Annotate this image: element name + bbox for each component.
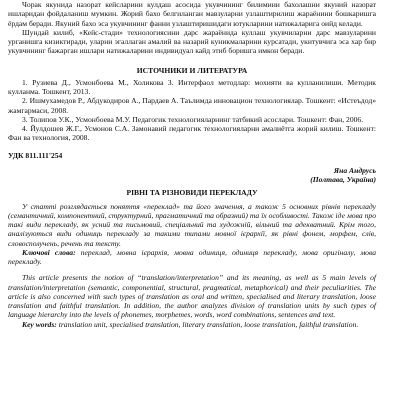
spacer <box>8 266 376 273</box>
reference-item-3: 3. Толипов У.К., Усмонбоева М.У. Педагогик технологияларнинг татбикий асослари. Тошкент: Фан, 2006. <box>22 114 364 124</box>
udk-code: УДК 811.111'254 <box>8 150 63 160</box>
keywords-english-text: translation unit, specialised translation, literary translation, loose translation, faithful translation. <box>58 319 359 329</box>
keywords-ukrainian-text: переклад, мовна ієрархія, мовна одиниця, одиниця перекладу, мова оригіналу, мова перекладу. <box>8 247 377 266</box>
keywords-english-label: Key words: <box>22 319 57 329</box>
intro-paragraph-1: Чорак якунида назорат кейсларини кулдаш асосида укувчининг билимини бахолашни якуний назорат ишларидан фойдаланиш мумкин. Жорий бахо белгиланган мавзуларни узлаштирилиш жараёнини бошкаришга ёрдам беради. Якуний бахо эса укувчининг фанни узлаштиришидаги ютукларини натижаларига оийд келади. <box>8 0 376 28</box>
article-title: РІВНІ ТА РІЗНОВИДИ ПЕРЕКЛАДУ <box>126 188 258 198</box>
author-name: Яна Андрусь <box>333 165 376 175</box>
abstract-english: This article presents the notion of “translation/interpretation” and its meaning, as well as 5 main levels of translation/interpretation (semantic, componential, structural, pragmatical, metaphorical) and their peculiarities. The article is also concerned with such types of translation as oral and written, specialised and literary translation, loose translation and faithful translation. In addition, the author analyzes division of translation units by such types of language hierarchy into the levels of phonemes, morphemes, words, word combinations, sentences and text. <box>8 273 376 320</box>
reference-item-4: 4. Йулдошев Ж.Г., Усмонов С.А. Замонавий педагогик технологияларни амалиётга жорий килиш. Тошкент: Фан ва технология, 2008. <box>8 124 376 143</box>
keywords-ukrainian <box>8 248 376 267</box>
abstract-ukrainian: У статті розглядається поняття «переклад» та його значення, а також 5 основних рівнів перекладу (семантичний, компонентний, структурний, прагматичний та образний) та їх особливості. Також іде мова про такі види перекладу, як усний та письмовий, спеціальний та художній, вільний та адекватний. Крім того, аналізуються види одиниць перекладу за такими типами мовної ієрархії, як рівні фонем, морфем, слів, словосполучень, речень та тексту. <box>8 201 376 248</box>
keywords-english <box>8 320 376 329</box>
author-affiliation: (Полтава, Україна) <box>310 175 376 184</box>
references-list <box>8 78 376 143</box>
references-heading: ИСТОЧНИКИ И ЛИТЕРАТУРА <box>136 65 248 75</box>
keywords-ukrainian-label: Ключові слова: <box>22 247 76 257</box>
reference-item-2: 2. Ишмухамедов Р., Абдукодиров А., Пардаев А. Таълимда инновацион технологиялар. Тошкент: «Истеъдод» жамгармаси, 2008. <box>8 96 376 115</box>
intro-paragraph-2: Шундай килиб, «Кейс-стади» технологиясини дарс жараёнида куллаш укувчиларни дарс мавзуларини урганишга кизиктиради, уларни эгаллаган амалий ва назарий куникмаларини курсатади, укитувчига эса хар бир укувчининг бажарган ишлари натижаларини индивидуал кайд этиб боришга имкон беради. <box>8 27 376 56</box>
reference-item-1: 1. Рузиева Д., Усмонбоева М., Холикова З. Интерфаол методлар: мохияти ва кулланилиши. Методик кулланма. Тошкент, 2013. <box>8 77 376 96</box>
